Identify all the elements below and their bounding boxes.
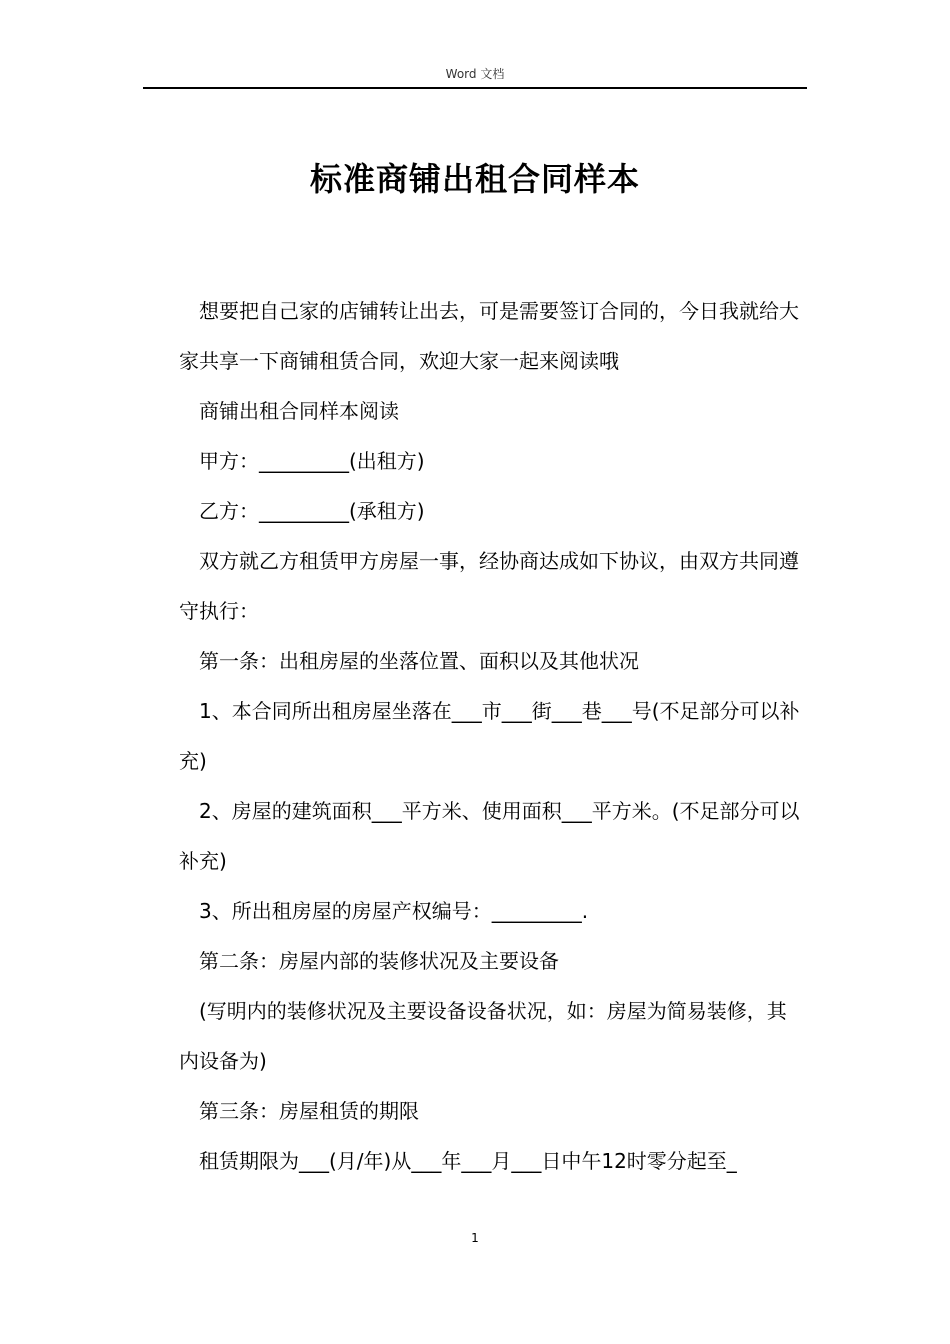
paragraph-clause-1-2: 2、房屋的建筑面积___平方米、使用面积___平方米。(不足部分可以补充) [179,799,800,873]
paragraph-party-a: 甲方：_________(出租方) [199,449,425,473]
page-header: Word 文档 [445,67,505,81]
document-body [179,286,801,1186]
paragraph-intro: 想要把自己家的店铺转让出去，可是需要签订合同的，今日我就给大家共享一下商铺租赁合同，欢迎大家一起来阅读哦 [179,299,799,373]
paragraph-party-b: 乙方：_________(承租方) [199,499,425,523]
paragraph-lease-term: 租赁期限为___(月/年)从___年___月___日中午12时零分起至_ [199,1149,737,1173]
paragraph-subtitle: 商铺出租合同样本阅读 [199,399,399,423]
paragraph-article-3: 第三条：房屋租赁的期限 [199,1099,419,1123]
paragraph-article-2-note: (写明内的装修状况及主要设备设备状况，如：房屋为简易装修，其内设备为) [179,999,787,1073]
header-divider [143,87,807,89]
paragraph-agreement: 双方就乙方租赁甲方房屋一事，经协商达成如下协议，由双方共同遵守执行： [179,549,799,623]
page-number: 1 [471,1231,479,1245]
document-title: 标准商铺出租合同样本 [309,160,640,198]
paragraph-article-1: 第一条：出租房屋的坐落位置、面积以及其他状况 [199,649,639,673]
paragraph-clause-1-3: 3、所出租房屋的房屋产权编号：_________. [199,899,589,923]
paragraph-clause-1-1: 1、本合同所出租房屋坐落在___市___街___巷___号(不足部分可以补充) [179,699,800,773]
paragraph-article-2: 第二条：房屋内部的装修状况及主要设备 [199,949,559,973]
